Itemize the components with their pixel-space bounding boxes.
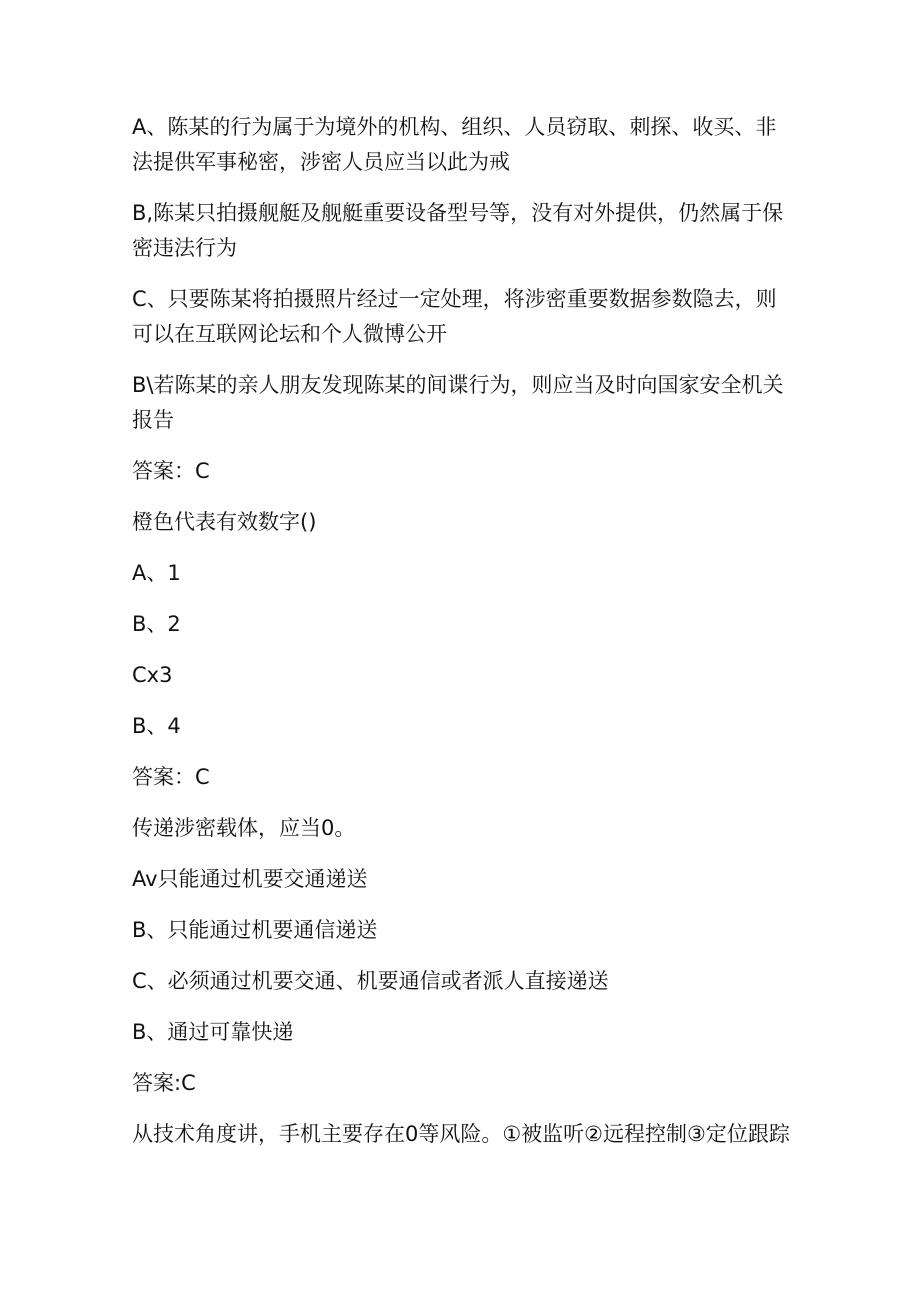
option-d-line: B、通过可靠快递 bbox=[132, 1020, 294, 1044]
option-b-line: B、只能通过机要通信递送 bbox=[132, 918, 378, 942]
option-c-paragraph: C、只要陈某将拍摄照片经过一定处理，将涉密重要数据参数隐去，则可以在互联网论坛和个人微博公开 bbox=[132, 287, 777, 346]
option-c-line: Cx3 bbox=[132, 663, 173, 687]
answer-line: 答案：C bbox=[132, 459, 210, 483]
option-d-line: B、4 bbox=[132, 714, 181, 738]
answer-line: 答案:C bbox=[132, 1071, 196, 1095]
option-c-line: C、必须通过机要交通、机要通信或者派人直接递送 bbox=[132, 969, 609, 993]
question-text: 橙色代表有效数字() bbox=[132, 510, 317, 534]
document-body bbox=[132, 110, 792, 1152]
question-text: 传递涉密载体，应当0。 bbox=[132, 816, 356, 840]
question-text: 从技术角度讲，手机主要存在0等风险。①被监听②远程控制③定位跟踪 bbox=[132, 1122, 790, 1146]
option-a-paragraph: A、陈某的行为属于为境外的机构、组织、人员窃取、刺探、收买、非法提供军事秘密，涉密人员应当以此为戒 bbox=[132, 115, 777, 174]
option-d-paragraph: B\若陈某的亲人朋友发现陈某的间谍行为，则应当及时向国家安全机关报告 bbox=[132, 373, 784, 432]
option-a-line: A、1 bbox=[132, 561, 181, 585]
answer-line: 答案：C bbox=[132, 765, 210, 789]
option-b-line: B、2 bbox=[132, 612, 181, 636]
option-a-line: Av只能通过机要交通递送 bbox=[132, 867, 368, 891]
option-b-paragraph: B,陈某只拍摄舰艇及舰艇重要设备型号等，没有对外提供，仍然属于保密违法行为 bbox=[132, 201, 784, 260]
